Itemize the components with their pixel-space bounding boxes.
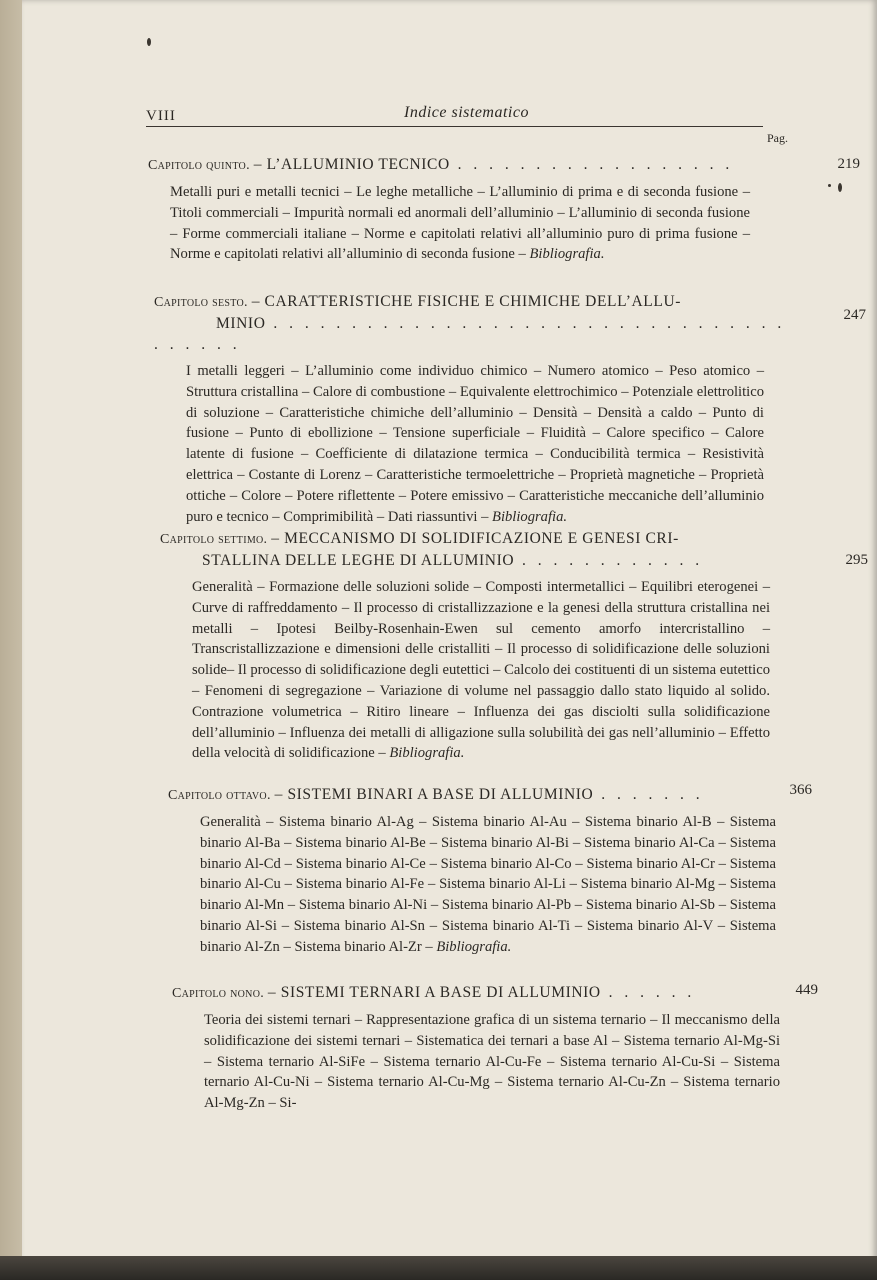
- chapter-entries: [186, 361, 764, 527]
- chapter-heading: [160, 528, 800, 550]
- leader-dots: . . . . . . . . . . . . . . . . . .: [449, 156, 734, 173]
- chapter-label: Capitolo nono.: [172, 986, 265, 1001]
- chapter-page-number: 247: [843, 307, 866, 323]
- chapter-heading: [148, 154, 860, 176]
- entries-text: I metalli leggeri – L’alluminio come individuo chimico – Numero atomico – Peso atomico – Struttura cristallina – Calore di combustione – Equivalente elettrochimico – Potenziale elettrolitico di soluzione – Caratteristiche chimiche dell’alluminio – Densità – Densità a caldo – Punto di fusione – Punto di ebollizione – Tensione superficiale – Fluidità – Calore specifico – Calore latente di fusione – Coefficiente di dilatazione termica – Conducibilità termica – Resistività elettrica – Costante di Lorenz – Caratteristiche termoelettriche – Proprietà magnetiche – Proprietà ottiche – Colore – Potere riflettente – Potere emissivo – Caratteristiche meccaniche dell’alluminio puro e tecnico – Comprimibilità – Dati riassuntivi –: [186, 363, 764, 525]
- running-header: [146, 104, 763, 127]
- chapter-label: Capitolo sesto.: [154, 295, 248, 310]
- chapter-settimo: [160, 528, 868, 764]
- chapter-label: Capitolo ottavo.: [168, 788, 271, 803]
- bibliography-label: Bibliografia.: [529, 246, 605, 263]
- entries-text: Metalli puri e metalli tecnici – Le leghe metalliche – L’alluminio di prima e di seconda fusione – Titoli commerciali – Impurità normali ed anormali dell’alluminio – L’alluminio di seconda fusione – Forme commerciali italiane – Norme e capitolati relativi all’alluminio puro di prima fusione – Norme e capitolati relativi all’alluminio di seconda fusione –: [170, 184, 750, 263]
- pag-label: Pag.: [767, 131, 788, 145]
- chapter-title-line2: STALLINA DELLE LEGHE DI ALLUMINIO: [202, 552, 515, 569]
- chapter-ottavo: [168, 782, 812, 958]
- chapter-sesto: [154, 291, 866, 527]
- chapter-heading-continued: [154, 307, 866, 355]
- paper-speck: [147, 38, 151, 46]
- chapter-title-line2: MINIO: [216, 315, 266, 332]
- chapter-title: – SISTEMI TERNARI A BASE DI ALLUMINIO: [267, 984, 601, 1001]
- paper-speck: [828, 184, 831, 187]
- chapter-heading: [168, 782, 812, 806]
- paper-speck: [838, 183, 842, 192]
- chapter-heading: [154, 291, 794, 313]
- entries-text: Teoria dei sistemi ternari – Rappresentazione grafica di un sistema ternario – Il meccanismo della solidificazione dei sistemi ternari – Sistematica dei ternari a base Al – Sistema ternario Al-Mg-Si – Sistema ternario Al-SiFe – Sistema ternario Al-Cu-Fe – Sistema ternario Al-Cu-Si – Sistema ternario Al-Cu-Ni – Sistema ternario Al-Cu-Mg – Sistema ternario Al-Cu-Zn – Sistema ternario Al-Mg-Zn – Si-: [204, 1012, 780, 1112]
- chapter-heading-continued: [160, 550, 868, 571]
- chapter-label: Capitolo settimo.: [160, 532, 268, 547]
- page-bottom-shadow: [0, 1256, 877, 1280]
- folio-number: VIII: [146, 108, 176, 124]
- chapter-entries: [204, 1010, 780, 1114]
- bibliography-label: Bibliografia.: [436, 938, 512, 955]
- chapter-entries: [200, 812, 776, 958]
- leader-dots: . . . . . .: [600, 984, 696, 1001]
- chapter-nono: [172, 982, 818, 1114]
- chapter-page-number: 219: [837, 156, 860, 172]
- entries-text: Generalità – Formazione delle soluzioni solide – Composti intermetallici – Equilibri eterogenei – Curve di raffreddamento – Il processo di cristallizzazione e la genesi della struttura cristallina nei metalli – Ipotesi Beilby-Rosenhain-Ewen sul cemento amorfo intercristallino – Transcristallizzazione e dimensioni delle cristalliti – Il processo di solidificazione delle soluzioni solide– Il processo di solidificazione degli eutettici – Calcolo dei costituenti di un sistema eutettico – Fenomeni di segregazione – Variazione di volume nel passaggio dallo stato liquido al solido. Contrazione volumetrica – Ritiro lineare – Influenza dei gas disciolti sulla solidificazione dell’alluminio – Influenza dei metalli di alligazione sulla solubilità dei gas nell’alluminio – Effetto della velocità di solidificazione –: [192, 579, 770, 762]
- header-title: Indice sistematico: [404, 104, 529, 121]
- leader-dots: . . . . . . .: [593, 786, 704, 803]
- chapter-title: – L’ALLUMINIO TECNICO: [253, 156, 450, 173]
- chapter-heading: [172, 982, 818, 1004]
- chapter-entries: [170, 182, 750, 265]
- bibliography-label: Bibliografia.: [492, 508, 568, 525]
- chapter-page-number: 449: [795, 982, 818, 998]
- chapter-title: – SISTEMI BINARI A BASE DI ALLUMINIO: [274, 786, 594, 803]
- chapter-quinto: [148, 154, 860, 265]
- entries-text: Generalità – Sistema binario Al-Ag – Sistema binario Al-Au – Sistema binario Al-B – Sistema binario Al-Ba – Sistema binario Al-Be – Sistema binario Al-Bi – Sistema binario Al-Ca – Sistema binario Al-Cd – Sistema binario Al-Ce – Sistema binario Al-Co – Sistema binario Al-Cr – Sistema binario Al-Cu – Sistema binario Al-Fe – Sistema binario Al-Li – Sistema binario Al-Mg – Sistema binario Al-Mn – Sistema binario Al-Ni – Sistema binario Al-Pb – Sistema binario Al-Sb – Sistema binario Al-Si – Sistema binario Al-Sn – Sistema binario Al-Ti – Sistema binario Al-V – Sistema binario Al-Zn – Sistema binario Al-Zr –: [200, 814, 776, 955]
- leader-dots: . . . . . . . . . . . . . . . . . . . . . . . . . . . . . . . . . . . . . . .: [154, 315, 786, 353]
- chapter-page-number: 366: [789, 782, 812, 798]
- leader-dots: . . . . . . . . . . . .: [514, 552, 704, 569]
- chapter-title: – CARATTERISTICHE FISICHE E CHIMICHE DELL’ALLU-: [251, 293, 682, 310]
- chapter-page-number: 295: [845, 552, 868, 568]
- bibliography-label: Bibliografia.: [389, 745, 465, 762]
- chapter-entries: [192, 577, 770, 764]
- chapter-label: Capitolo quinto.: [148, 158, 250, 173]
- chapter-title: – MECCANISMO DI SOLIDIFICAZIONE E GENESI CRI-: [271, 530, 679, 547]
